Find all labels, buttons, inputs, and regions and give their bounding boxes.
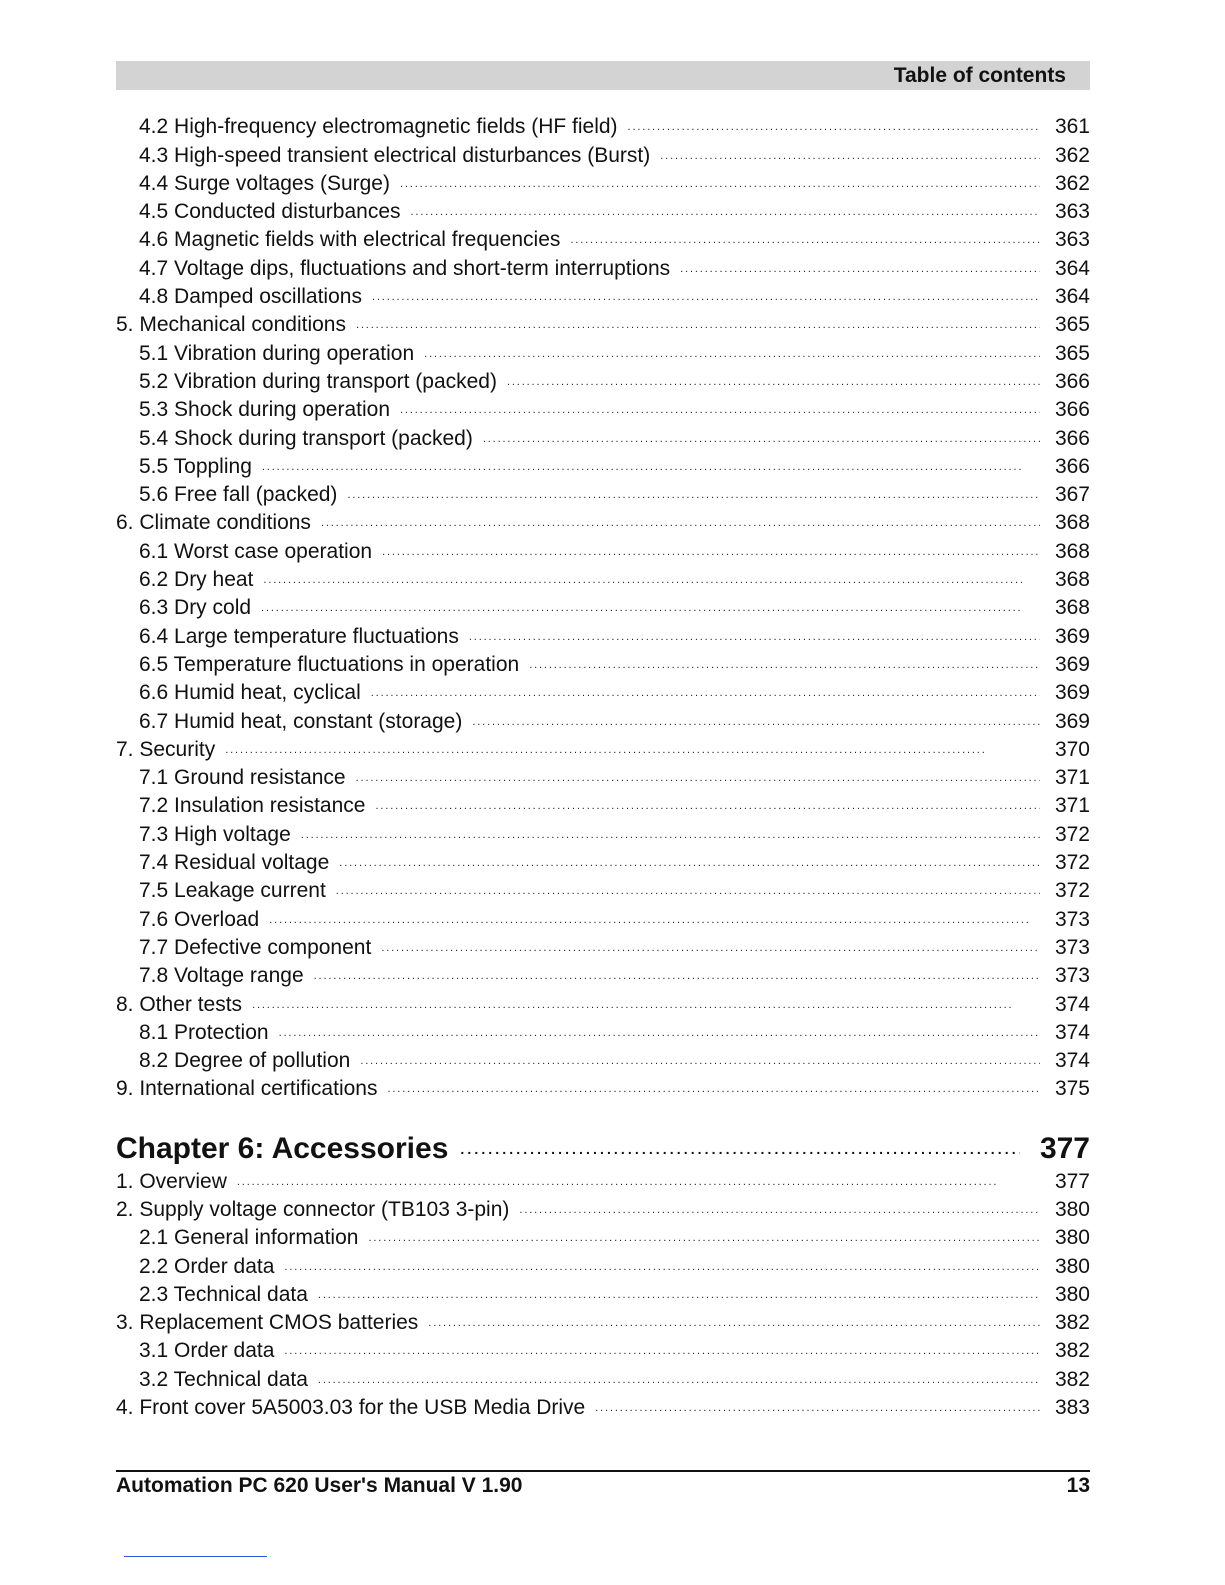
toc-entry-page-number: 380 — [1054, 1254, 1090, 1278]
toc-entry-page-number: 380 — [1054, 1226, 1090, 1250]
toc-entry-page-number: 364 — [1054, 285, 1090, 309]
dot-leader — [382, 536, 1040, 565]
toc-entry-label: 6.6 Humid heat, cyclical — [139, 681, 361, 705]
toc-entry-label: 4.3 High-speed transient electrical disturbances (Burst) — [139, 143, 651, 167]
dot-leader — [428, 1307, 1040, 1336]
toc-entry-label: 3. Replacement CMOS batteries — [116, 1311, 419, 1335]
toc-entry-label: 4.6 Magnetic fields with electrical frequencies — [139, 228, 561, 252]
toc-entry-label: 5.4 Shock during transport (packed) — [139, 426, 473, 450]
toc-entry-page-number: 374 — [1054, 992, 1090, 1016]
toc-entry[interactable] — [116, 565, 1090, 593]
dot-leader — [371, 677, 1040, 706]
dot-leader — [356, 762, 1040, 791]
toc-entry[interactable] — [116, 282, 1090, 310]
toc-entry-page-number: 362 — [1054, 171, 1090, 195]
toc-entry-page-number: 382 — [1054, 1311, 1090, 1335]
dot-leader — [356, 309, 1040, 338]
toc-entry-label: 9. International certifications — [116, 1077, 378, 1101]
toc-entry-label: 7.1 Ground resistance — [139, 766, 346, 790]
toc-entry-page-number: 374 — [1054, 1049, 1090, 1073]
toc-entry-page-number: 372 — [1054, 879, 1090, 903]
toc-entry-page-number: 368 — [1054, 511, 1090, 535]
chapter-heading[interactable] — [116, 1130, 1090, 1166]
toc-entry-page-number: 366 — [1054, 398, 1090, 422]
toc-entry-label: 7.7 Defective component — [139, 935, 372, 959]
toc-entry-label: 3.2 Technical data — [139, 1367, 308, 1391]
toc-entry-page-number: 372 — [1054, 851, 1090, 875]
toc-entry[interactable] — [116, 678, 1090, 706]
toc-entry-label: 2.1 General information — [139, 1226, 359, 1250]
toc-entry-page-number: 369 — [1054, 652, 1090, 676]
toc-entry-label: 6.7 Humid heat, constant (storage) — [139, 709, 463, 733]
toc-entry-page-number: 364 — [1054, 256, 1090, 280]
dot-leader — [472, 706, 1040, 735]
link-underline — [124, 1556, 267, 1557]
toc-entry[interactable] — [116, 452, 1090, 480]
dot-leader — [318, 1364, 1040, 1393]
dot-leader — [507, 366, 1040, 395]
chapter-title: Chapter 6: Accessories — [116, 1132, 449, 1166]
toc-entry-page-number: 363 — [1054, 200, 1090, 224]
toc-entry-label: 4.8 Damped oscillations — [139, 285, 362, 309]
toc-entry-page-number: 375 — [1054, 1077, 1090, 1101]
toc-entry-page-number: 369 — [1054, 624, 1090, 648]
toc-entry[interactable] — [116, 1251, 1090, 1279]
toc-entry-page-number: 371 — [1054, 766, 1090, 790]
toc-entry[interactable] — [116, 904, 1090, 932]
toc-entry[interactable] — [116, 876, 1090, 904]
toc-entry-page-number: 361 — [1054, 115, 1090, 139]
toc-entry-page-number: 369 — [1054, 709, 1090, 733]
toc-entry[interactable] — [116, 763, 1090, 791]
toc-entry[interactable] — [116, 367, 1090, 395]
toc-entry-page-number: 365 — [1054, 341, 1090, 365]
toc-entry[interactable] — [116, 791, 1090, 819]
dot-leader — [483, 423, 1040, 452]
toc-entry[interactable] — [116, 706, 1090, 734]
toc-entry-label: 5.2 Vibration during transport (packed) — [139, 369, 497, 393]
dot-leader — [519, 1194, 1040, 1223]
toc-entry-page-number: 366 — [1054, 369, 1090, 393]
toc-entry[interactable] — [116, 112, 1090, 140]
toc-entry-label: 7.5 Leakage current — [139, 879, 326, 903]
toc-entry[interactable] — [116, 621, 1090, 649]
dot-leader — [252, 989, 1040, 1018]
toc-entry-page-number: 380 — [1054, 1197, 1090, 1221]
dot-leader — [269, 904, 1040, 933]
toc-entry-label: 2. Supply voltage connector (TB103 3-pin) — [116, 1197, 510, 1221]
toc-entry-label: 6.4 Large temperature fluctuations — [139, 624, 459, 648]
page-header-title: Table of contents — [893, 64, 1066, 87]
dot-leader — [375, 790, 1040, 819]
toc-entry[interactable] — [116, 395, 1090, 423]
toc-entry-page-number: 371 — [1054, 794, 1090, 818]
toc-entry-label: 3.1 Order data — [139, 1339, 275, 1363]
toc-entry-label: 4.4 Surge voltages (Surge) — [139, 171, 390, 195]
toc-entry-label: 1. Overview — [116, 1169, 227, 1193]
toc-entry[interactable] — [116, 1074, 1090, 1102]
dot-leader — [360, 1045, 1040, 1074]
dot-leader — [595, 1392, 1040, 1421]
table-of-contents — [116, 112, 1090, 1421]
toc-entry-label: 4.7 Voltage dips, fluctuations and short-term interruptions — [139, 256, 671, 280]
toc-entry-label: 6.2 Dry heat — [139, 568, 254, 592]
dot-leader — [400, 168, 1040, 197]
toc-entry-page-number: 373 — [1054, 935, 1090, 959]
toc-entry-page-number: 368 — [1054, 539, 1090, 563]
toc-entry-page-number: 377 — [1054, 1169, 1090, 1193]
toc-entry[interactable] — [116, 1223, 1090, 1251]
toc-entry[interactable] — [116, 536, 1090, 564]
dot-leader — [339, 847, 1040, 876]
toc-list — [116, 112, 1090, 1102]
dot-leader — [381, 932, 1040, 961]
toc-entry[interactable] — [116, 1166, 1090, 1194]
toc-entry-page-number: 383 — [1054, 1396, 1090, 1420]
toc-list-2 — [116, 1166, 1090, 1421]
toc-entry-label: 7.8 Voltage range — [139, 964, 304, 988]
toc-entry-page-number: 372 — [1054, 822, 1090, 846]
dot-leader — [368, 1222, 1040, 1251]
toc-entry-page-number: 374 — [1054, 1020, 1090, 1044]
dot-leader — [424, 338, 1040, 367]
toc-entry-page-number: 382 — [1054, 1367, 1090, 1391]
toc-entry-label: 4. Front cover 5A5003.03 for the USB Media Drive — [116, 1396, 586, 1420]
toc-entry[interactable] — [116, 140, 1090, 168]
toc-entry-label: 6. Climate conditions — [116, 511, 311, 535]
toc-entry[interactable] — [116, 1195, 1090, 1223]
toc-entry[interactable] — [116, 197, 1090, 225]
toc-entry[interactable] — [116, 508, 1090, 536]
toc-entry[interactable] — [116, 169, 1090, 197]
toc-entry-label: 7.4 Residual voltage — [139, 851, 330, 875]
toc-entry-label: 6.3 Dry cold — [139, 596, 252, 620]
dot-leader — [263, 564, 1040, 593]
toc-entry-page-number: 368 — [1054, 568, 1090, 592]
toc-entry-page-number: 363 — [1054, 228, 1090, 252]
toc-entry-page-number: 370 — [1054, 737, 1090, 761]
toc-entry-label: 6.5 Temperature fluctuations in operation — [139, 652, 520, 676]
dot-leader — [400, 394, 1040, 423]
toc-entry-page-number: 368 — [1054, 596, 1090, 620]
dot-leader — [225, 734, 1040, 763]
dot-leader — [372, 281, 1040, 310]
toc-entry[interactable] — [116, 1046, 1090, 1074]
dot-leader — [460, 1128, 1020, 1166]
toc-entry[interactable] — [116, 819, 1090, 847]
dot-leader — [301, 819, 1040, 848]
footer-page-number: 13 — [1066, 1474, 1090, 1497]
dot-leader — [284, 1335, 1040, 1364]
dot-leader — [336, 875, 1040, 904]
toc-entry-page-number: 362 — [1054, 143, 1090, 167]
dot-leader — [660, 140, 1040, 169]
toc-entry-page-number: 366 — [1054, 426, 1090, 450]
toc-entry[interactable] — [116, 310, 1090, 338]
toc-entry[interactable] — [116, 1280, 1090, 1308]
dot-leader — [261, 592, 1040, 621]
toc-entry-label: 5.1 Vibration during operation — [139, 341, 415, 365]
toc-entry[interactable] — [116, 961, 1090, 989]
toc-entry[interactable] — [116, 735, 1090, 763]
toc-entry-label: 4.2 High-frequency electromagnetic fields (HF field) — [139, 115, 618, 139]
toc-entry-label: 5.5 Toppling — [139, 454, 252, 478]
dot-leader — [262, 451, 1040, 480]
toc-entry-label: 8.1 Protection — [139, 1020, 269, 1044]
dot-leader — [628, 111, 1040, 140]
toc-entry[interactable] — [116, 253, 1090, 281]
toc-entry-page-number: 367 — [1054, 483, 1090, 507]
toc-entry-label: 8. Other tests — [116, 992, 243, 1016]
toc-entry[interactable] — [116, 1393, 1090, 1421]
dot-leader — [347, 479, 1040, 508]
toc-entry-page-number: 382 — [1054, 1339, 1090, 1363]
toc-entry[interactable] — [116, 480, 1090, 508]
toc-entry[interactable] — [116, 1364, 1090, 1392]
dot-leader — [318, 1279, 1040, 1308]
header-bar — [116, 61, 1090, 90]
toc-entry[interactable] — [116, 933, 1090, 961]
toc-entry-label: 5.3 Shock during operation — [139, 398, 391, 422]
toc-entry-label: 2.3 Technical data — [139, 1282, 308, 1306]
toc-entry[interactable] — [116, 989, 1090, 1017]
toc-entry[interactable] — [116, 1308, 1090, 1336]
toc-entry-label: 5. Mechanical conditions — [116, 313, 346, 337]
toc-entry-page-number: 369 — [1054, 681, 1090, 705]
toc-entry[interactable] — [116, 593, 1090, 621]
toc-entry-label: 7.3 High voltage — [139, 822, 291, 846]
dot-leader — [570, 224, 1040, 253]
toc-entry-label: 2.2 Order data — [139, 1254, 275, 1278]
toc-entry-label: 5.6 Free fall (packed) — [139, 483, 338, 507]
toc-entry[interactable] — [116, 1018, 1090, 1046]
dot-leader — [387, 1073, 1040, 1102]
toc-entry[interactable] — [116, 423, 1090, 451]
toc-entry[interactable] — [116, 338, 1090, 366]
dot-leader — [411, 196, 1040, 225]
dot-leader — [469, 621, 1040, 650]
toc-entry-label: 7.2 Insulation resistance — [139, 794, 366, 818]
toc-entry-label: 8.2 Degree of pollution — [139, 1049, 351, 1073]
dot-leader — [529, 649, 1040, 678]
dot-leader — [314, 960, 1040, 989]
toc-entry-label: 6.1 Worst case operation — [139, 539, 373, 563]
dot-leader — [284, 1251, 1040, 1280]
dot-leader — [237, 1166, 1040, 1195]
toc-entry-label: 4.5 Conducted disturbances — [139, 200, 401, 224]
toc-entry-page-number: 366 — [1054, 454, 1090, 478]
toc-entry-page-number: 373 — [1054, 907, 1090, 931]
toc-entry-page-number: 365 — [1054, 313, 1090, 337]
toc-entry-page-number: 373 — [1054, 964, 1090, 988]
dot-leader — [279, 1017, 1040, 1046]
footer-divider — [116, 1470, 1090, 1472]
toc-entry[interactable] — [116, 1336, 1090, 1364]
toc-entry-page-number: 380 — [1054, 1282, 1090, 1306]
toc-entry-label: 7.6 Overload — [139, 907, 260, 931]
toc-entry[interactable] — [116, 225, 1090, 253]
dot-leader — [321, 507, 1040, 536]
footer-manual-title: Automation PC 620 User's Manual V 1.90 — [116, 1474, 523, 1497]
toc-entry-label: 7. Security — [116, 737, 216, 761]
toc-entry[interactable] — [116, 650, 1090, 678]
dot-leader — [680, 253, 1040, 282]
chapter-page-number: 377 — [1039, 1132, 1090, 1166]
toc-entry[interactable] — [116, 848, 1090, 876]
